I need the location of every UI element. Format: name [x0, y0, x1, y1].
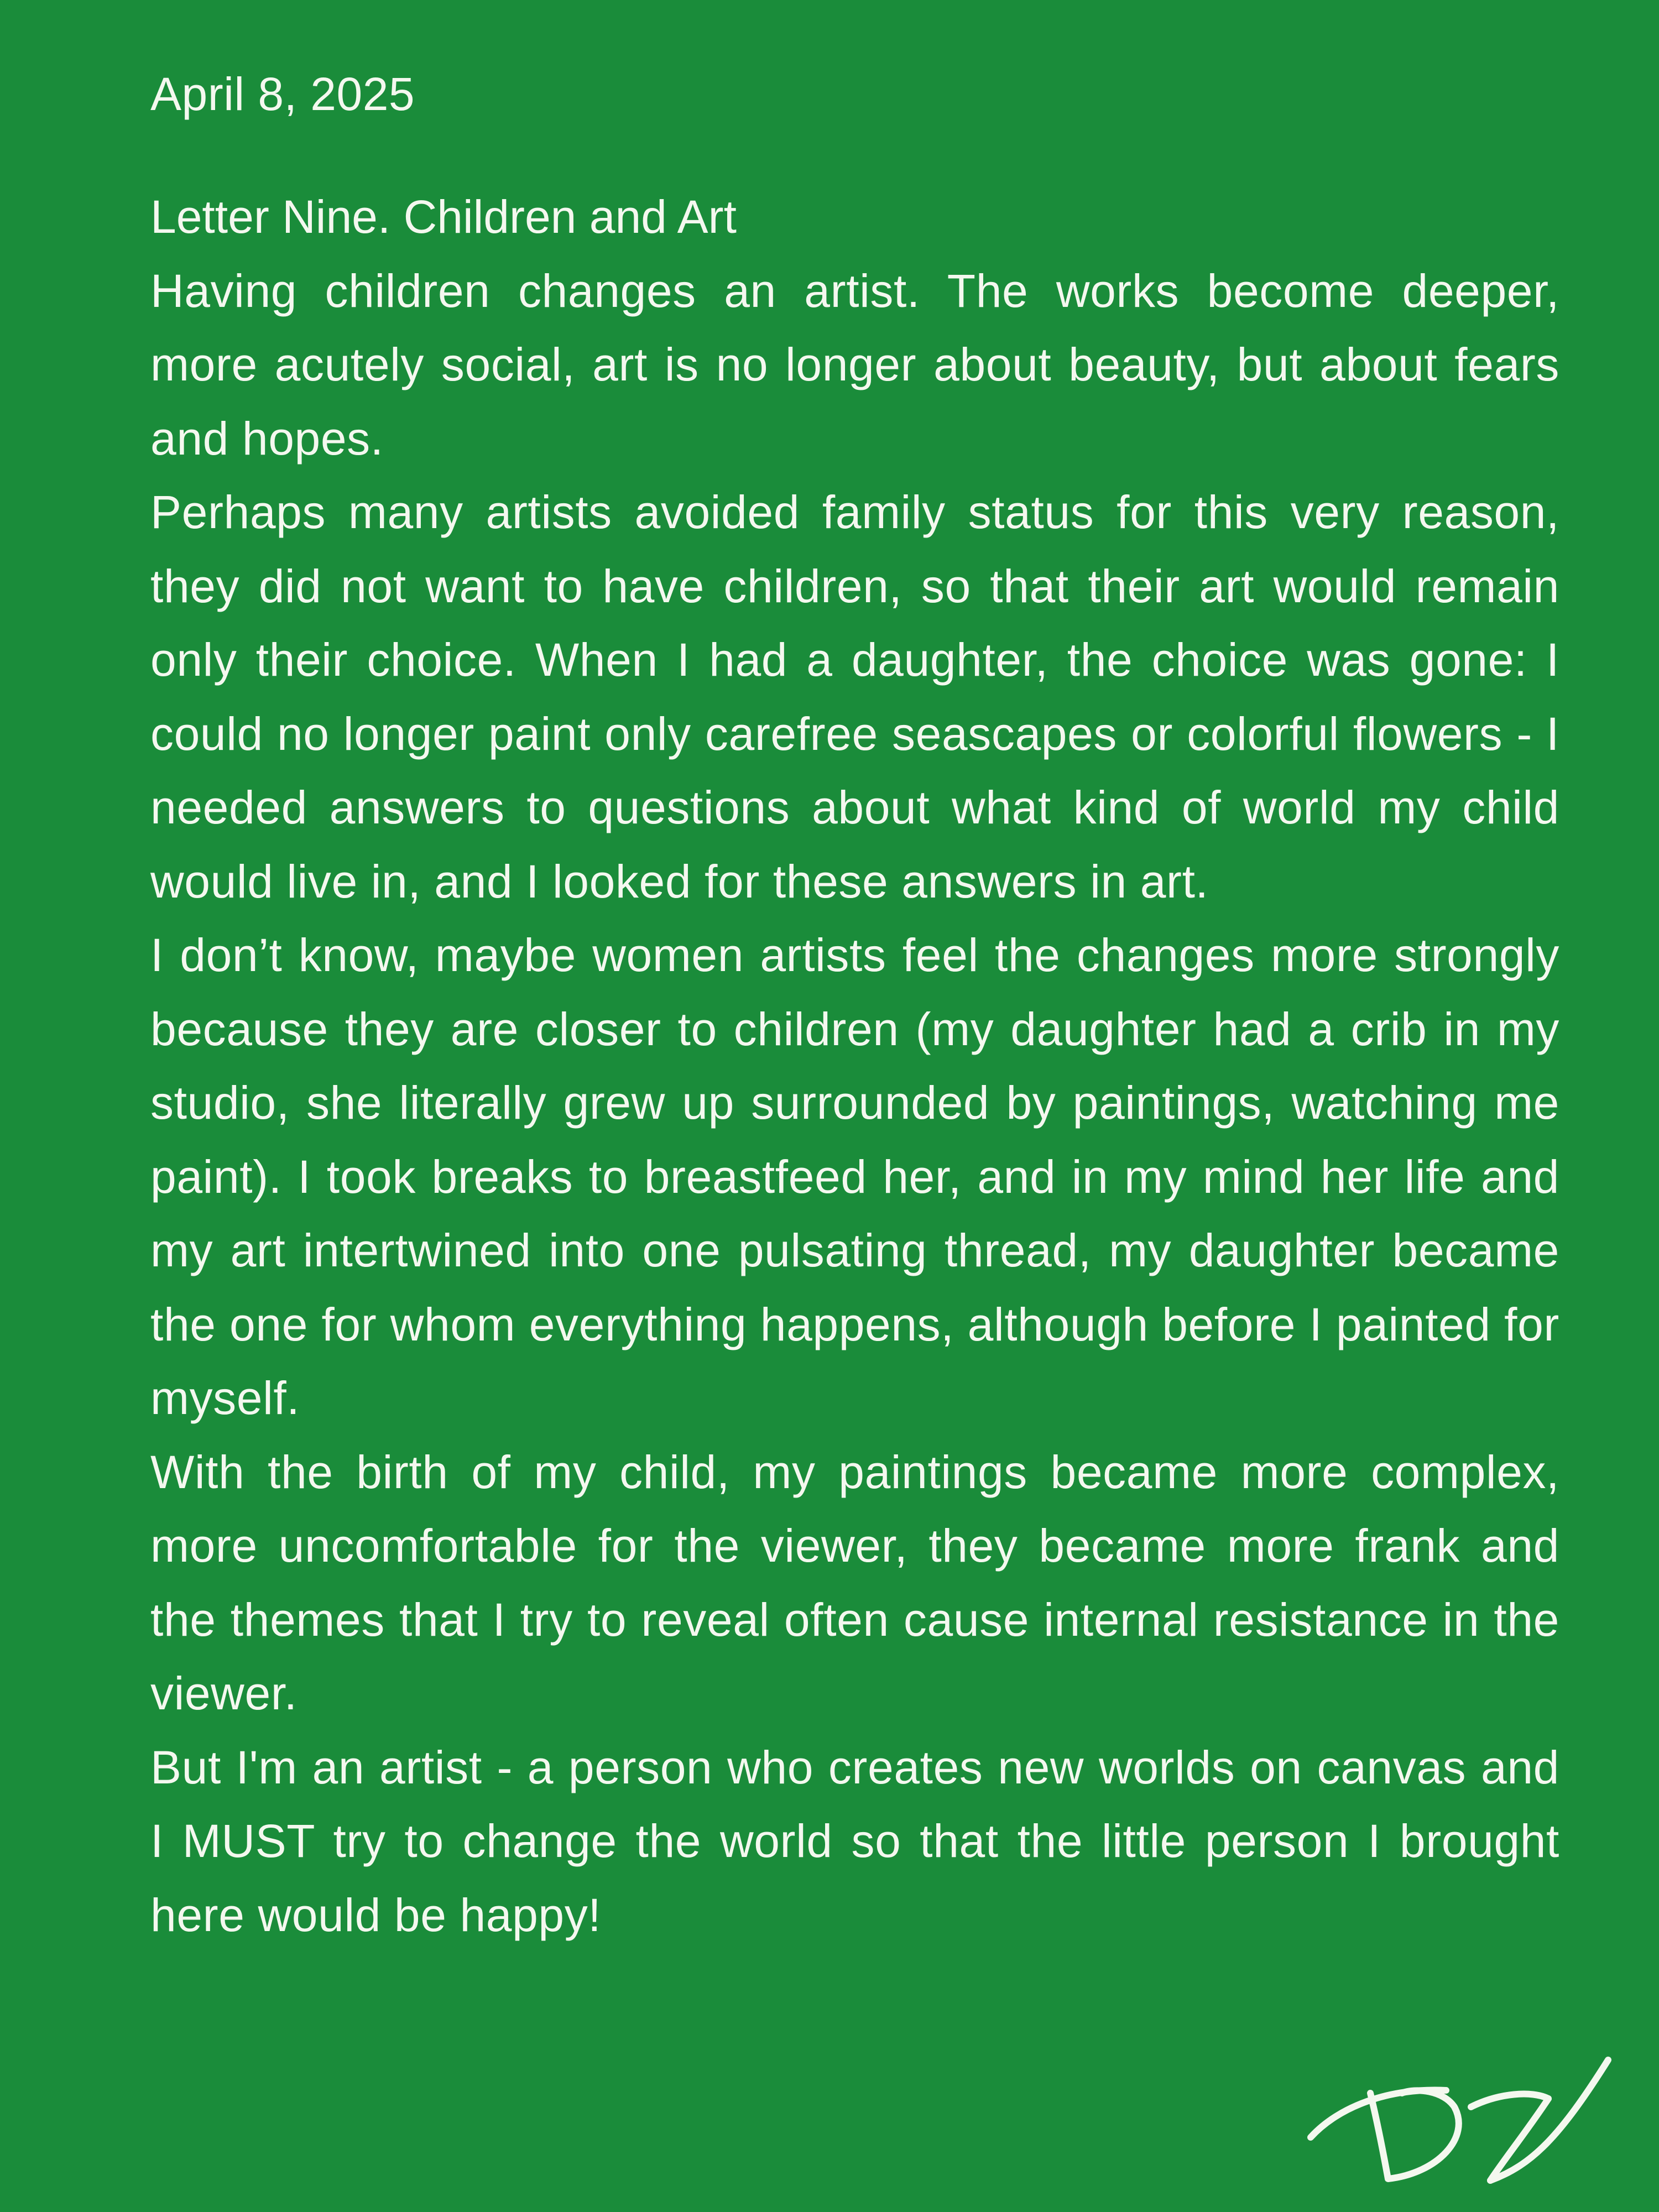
paragraph-1: Having children changes an artist. The works become deeper, more acutely social, art is no longer about beauty, but about fears and hopes.	[150, 264, 1559, 465]
signature-dz	[1305, 2054, 1615, 2187]
letter	[150, 61, 1559, 1952]
paragraph-5: But I'm an artist - a person who creates new worlds on canvas and I MUST try to change the world so that the little person I brought here would be happy!	[150, 1741, 1559, 1941]
letter-title: Letter Nine. Children and Art	[150, 191, 737, 243]
paragraph-2: Perhaps many artists avoided family status for this very reason, they did not want to have children, so that their art would remain only their choice. When I had a daughter, the choice was gone: I could no longer paint only carefree seascapes or colorful flowers - I needed answers to questions about what kind of world my child would live in, and I looked for these answers in art.	[150, 486, 1559, 907]
letter-date: April 8, 2025	[150, 68, 415, 120]
paragraph-4: With the birth of my child, my paintings became more complex, more uncomfortable for the viewer, they became more frank and the themes that I try to reveal often cause internal resistance in the viewer.	[150, 1446, 1559, 1719]
paragraph-3: I don’t know, maybe women artists feel the changes more strongly because they are closer to children (my daughter had a crib in my studio, she literally grew up surrounded by paintings, watching me paint). I took breaks to breastfeed her, and in my mind her life and my art intertwined into one pulsating thread, my daughter became the one for whom everything happens, although before I painted for myself.	[150, 929, 1559, 1424]
